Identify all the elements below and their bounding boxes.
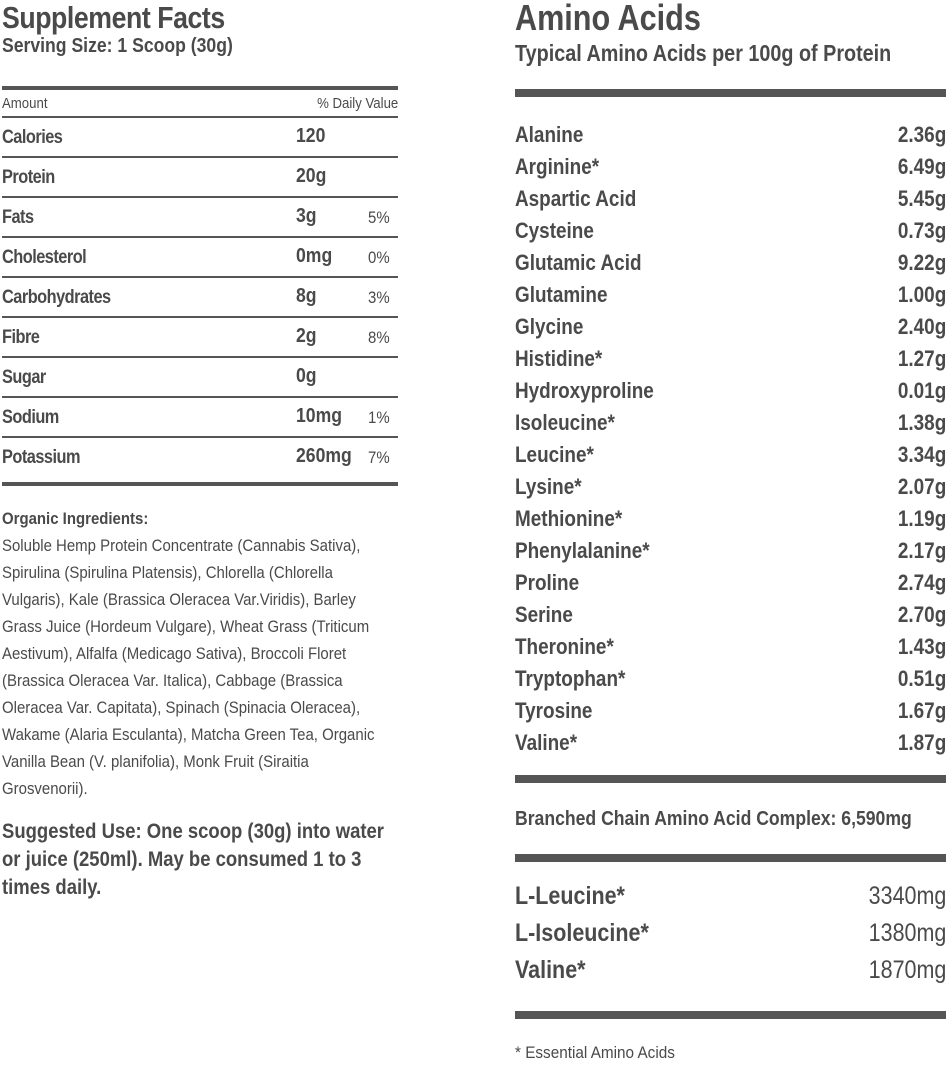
amino-acid-name: Serine — [515, 602, 573, 627]
amino-acid-value: 0.01g — [897, 378, 946, 403]
nutrition-row-sodium — [2, 398, 398, 438]
bcaa-name: L-Leucine* — [515, 882, 625, 910]
amino-acid-name: Leucine* — [515, 442, 594, 467]
amino-acid-row — [515, 471, 946, 503]
amino-acid-row — [515, 311, 946, 343]
nutrient-daily-value: 0% — [368, 248, 390, 267]
nutrition-row-fibre — [2, 318, 398, 358]
amino-acid-name: Isoleucine* — [515, 410, 615, 435]
amino-acid-row — [515, 695, 946, 727]
amino-acid-row — [515, 439, 946, 471]
amino-acid-name: Glutamine — [515, 282, 608, 307]
divider-bar — [515, 854, 946, 862]
amino-acid-name: Tryptophan* — [515, 666, 626, 691]
amino-acid-name: Histidine* — [515, 346, 603, 371]
amino-acid-name: Glycine — [515, 314, 584, 339]
nutrient-daily-value: 8% — [368, 328, 390, 347]
nutrient-name: Cholesterol — [2, 247, 87, 268]
amino-acid-value: 1.27g — [897, 346, 946, 371]
bcaa-name: L-Isoleucine* — [515, 919, 649, 947]
supplement-facts-title: Supplement Facts — [2, 0, 225, 35]
amino-acid-value: 1.67g — [897, 698, 946, 723]
nutrition-row-sugar — [2, 358, 398, 398]
nutrient-name: Sodium — [2, 407, 59, 428]
amino-acid-row — [515, 343, 946, 375]
nutrition-row-carbohydrates — [2, 278, 398, 318]
amino-acid-value: 2.07g — [897, 474, 946, 499]
nutrition-row-protein — [2, 158, 398, 198]
amino-acid-row — [515, 567, 946, 599]
amino-acid-value: 1.87g — [897, 730, 946, 755]
amino-acid-value: 2.36g — [897, 122, 946, 147]
bcaa-name: Valine* — [515, 956, 586, 984]
nutrient-daily-value: 1% — [368, 408, 390, 427]
amino-acid-name: Theronine* — [515, 634, 614, 659]
bcaa-row — [515, 955, 946, 992]
amino-acid-value: 6.49g — [897, 154, 946, 179]
bcaa-title: Branched Chain Amino Acid Complex: 6,590mg — [515, 808, 912, 830]
nutrient-name: Fibre — [2, 327, 40, 348]
nutrition-row-fats — [2, 198, 398, 238]
nutrient-name: Protein — [2, 167, 55, 188]
amino-acid-name: Arginine* — [515, 154, 600, 179]
amount-header: Amount — [2, 94, 48, 112]
nutrient-amount: 2g — [296, 325, 317, 347]
amino-acid-value: 1.38g — [897, 410, 946, 435]
amino-acids-title: Amino Acids — [515, 0, 701, 38]
amino-acid-row — [515, 279, 946, 311]
amino-acid-value: 1.43g — [897, 634, 946, 659]
amino-acid-name: Cysteine — [515, 218, 594, 243]
bcaa-value: 3340mg — [868, 882, 946, 910]
serving-size: Serving Size: 1 Scoop (30g) — [2, 35, 233, 57]
suggested-use: Suggested Use: One scoop (30g) into water or juice (250ml). May be consumed 1 to 3 times daily. — [2, 820, 384, 899]
amino-acid-row — [515, 183, 946, 215]
bcaa-row — [515, 881, 946, 918]
amino-acid-value: 9.22g — [897, 250, 946, 275]
nutrient-name: Sugar — [2, 367, 46, 388]
daily-value-header: % Daily Value — [316, 94, 398, 112]
amino-acid-value: 0.73g — [897, 218, 946, 243]
amino-acid-value: 0.51g — [897, 666, 946, 691]
nutrient-daily-value: 7% — [368, 448, 390, 467]
amino-acid-list — [515, 119, 946, 759]
nutrient-daily-value: 3% — [368, 288, 390, 307]
nutrient-name: Carbohydrates — [2, 287, 111, 308]
footnote-essential: * Essential Amino Acids — [515, 1043, 675, 1062]
amino-acid-row — [515, 215, 946, 247]
divider-bar — [515, 89, 946, 97]
amino-acid-value: 2.40g — [897, 314, 946, 339]
amino-acid-row — [515, 631, 946, 663]
nutrient-amount: 0g — [296, 365, 317, 387]
amino-acid-row — [515, 599, 946, 631]
ingredients-title: Organic Ingredients: — [2, 509, 149, 528]
amino-acid-value: 1.00g — [897, 282, 946, 307]
amino-acid-value: 2.17g — [897, 538, 946, 563]
nutrient-name: Potassium — [2, 447, 80, 468]
amino-acid-row — [515, 247, 946, 279]
nutrition-row-calories — [2, 118, 398, 158]
amino-acid-name: Glutamic Acid — [515, 250, 642, 275]
amino-acid-name: Hydroxyproline — [515, 378, 654, 403]
amino-acid-name: Methionine* — [515, 506, 623, 531]
facts-header — [2, 90, 398, 118]
nutrient-amount: 10mg — [296, 405, 342, 427]
amino-acid-row — [515, 151, 946, 183]
nutrient-name: Fats — [2, 207, 34, 228]
amino-acid-row — [515, 727, 946, 759]
bcaa-list — [515, 881, 946, 992]
amino-acid-name: Lysine* — [515, 474, 582, 499]
amino-acid-row — [515, 375, 946, 407]
nutrient-amount: 260mg — [296, 445, 352, 467]
amino-acid-value: 1.19g — [897, 506, 946, 531]
nutrient-daily-value: 5% — [368, 208, 390, 227]
bcaa-value: 1870mg — [868, 956, 946, 984]
amino-acid-name: Aspartic Acid — [515, 186, 637, 211]
amino-acid-row — [515, 119, 946, 151]
amino-acid-row — [515, 535, 946, 567]
nutrient-amount: 8g — [296, 285, 317, 307]
divider — [2, 482, 398, 486]
nutrient-amount: 3g — [296, 205, 317, 227]
nutrient-amount: 120 — [296, 125, 326, 147]
amino-acid-row — [515, 407, 946, 439]
divider-bar — [515, 775, 946, 783]
amino-acid-value: 2.74g — [897, 570, 946, 595]
nutrition-row-potassium — [2, 438, 398, 476]
amino-acid-value: 3.34g — [897, 442, 946, 467]
amino-acids-subtitle: Typical Amino Acids per 100g of Protein — [515, 40, 892, 66]
amino-acids-column — [515, 0, 946, 1064]
amino-acid-value: 5.45g — [897, 186, 946, 211]
amino-acid-value: 2.70g — [897, 602, 946, 627]
bcaa-row — [515, 918, 946, 955]
supplement-facts-column — [2, 0, 398, 902]
amino-acid-name: Phenylalanine* — [515, 538, 650, 563]
nutrient-amount: 20g — [296, 165, 327, 187]
nutrition-table — [2, 118, 398, 476]
bcaa-value: 1380mg — [868, 919, 946, 947]
ingredients-text: Soluble Hemp Protein Concentrate (Cannabis Sativa), Spirulina (Spirulina Platensis), Chlorella (Chlorella Vulgaris), Kale (Brassica Oleracea Var.Viridis), Barley Grass Juice (Hordeum Vulgare), Wheat Grass (Triticum Aestivum), Alfalfa (Medicago Sativa), Broccoli Floret (Brassica Oleracea Var. Italica), Cabbage (Brassica Oleracea Var. Capitata), Spinach (Spinacia Oleracea), Wakame (Alaria Esculanta), Matcha Green Tea, Organic Vanilla Bean (V. planifolia), Monk Fruit (Siraitia Grosvenorii). — [2, 536, 375, 798]
amino-acid-name: Proline — [515, 570, 580, 595]
nutrient-amount: 0mg — [296, 245, 333, 267]
divider-bar — [515, 1011, 946, 1019]
nutrient-name: Calories — [2, 127, 63, 148]
amino-acid-name: Alanine — [515, 122, 584, 147]
amino-acid-name: Tyrosine — [515, 698, 593, 723]
amino-acid-row — [515, 503, 946, 535]
nutrition-row-cholesterol — [2, 238, 398, 278]
amino-acid-name: Valine* — [515, 730, 578, 755]
amino-acid-row — [515, 663, 946, 695]
